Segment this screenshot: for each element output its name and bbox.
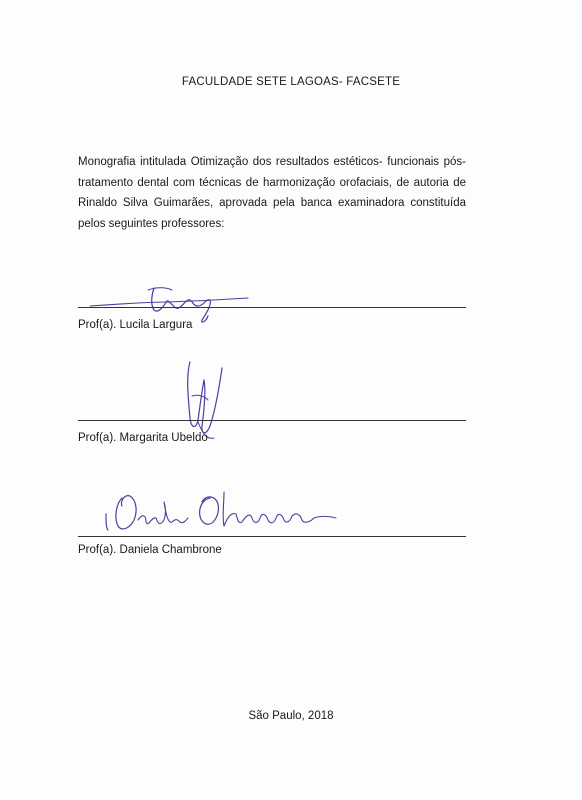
signature-line-1 <box>78 307 466 308</box>
signature-line-2 <box>78 420 466 421</box>
signatory-name-3: Prof(a). Daniela Chambrone <box>78 544 222 556</box>
approval-statement: Monografia intitulada Otimização dos resultados estéticos- funcionais pós-tratamento dental com técnicas de harmonização orofaciais, de autoria de Rinaldo Silva Guimarães, aprovada pela banca examinadora constituída pelos seguintes professores: <box>78 156 466 230</box>
signatory-name-2: Prof(a). Margarita Ubeldo <box>78 432 208 444</box>
institution-name: FACULDADE SETE LAGOAS- FACSETE <box>181 76 401 88</box>
signature-image-3 <box>100 484 350 540</box>
signature-line-3 <box>78 536 466 537</box>
signatory-name-1: Prof(a). Lucila Largura <box>78 319 193 331</box>
city-year: São Paulo, 2018 <box>248 710 334 722</box>
